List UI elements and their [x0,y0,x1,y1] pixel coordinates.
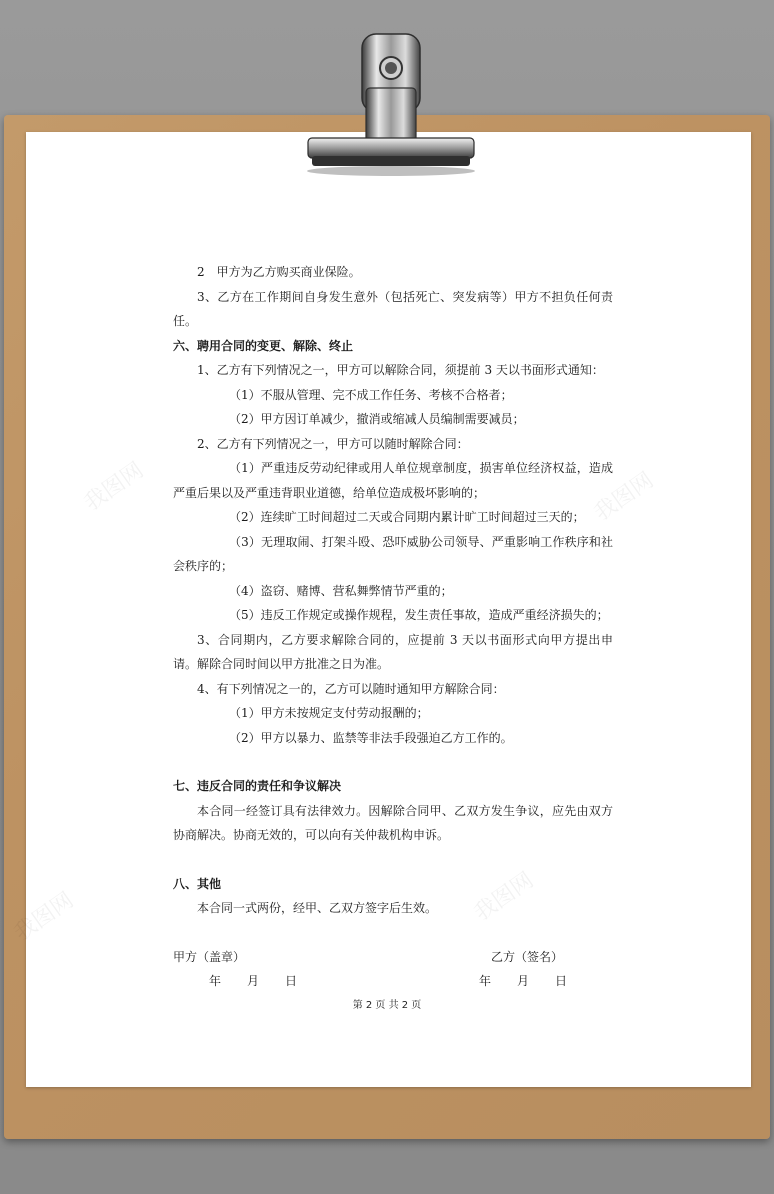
section-heading: 八、其他 [173,876,222,891]
party-b-date [479,969,593,994]
party-b-sign-label: 乙方（签名） [490,949,563,964]
month-label: 月 [247,974,260,988]
paragraph: 1、乙方有下列情况之一，甲方可以解除合同，须提前 3 天以书面形式通知： [197,363,604,377]
year-label: 年 [479,974,492,988]
section-heading: 七、违反合同的责任和争议解决 [173,779,342,793]
paragraph: （1）甲方未按规定支付劳动报酬的； [229,706,429,720]
paragraph: 3、乙方在工作期间自身发生意外（包括死亡、突发病等）甲方不担负任何责任。 [173,289,613,328]
party-a-date [209,969,323,994]
section-heading: 六、聘用合同的变更、解除、终止 [173,338,354,353]
page-number: 第 2 页 共 2 页 [352,1000,422,1011]
binder-clip-icon [306,28,476,178]
contract-body [173,260,613,994]
paragraph: （2）甲方以暴力、监禁等非法手段强迫乙方工作的。 [229,730,513,745]
paragraph: 3、合同期内，乙方要求解除合同的，应提前 3 天以书面形式向甲方提出申请。解除合同时间以甲方批准之日为准。 [173,632,613,671]
day-label: 日 [555,974,568,988]
paragraph-gap [173,750,613,774]
paragraph: 本合同一经签订具有法律效力。因解除合同甲、乙双方发生争议，应先由双方协商解决。协商无效的，可以向有关仲裁机构申诉。 [173,803,613,842]
year-label: 年 [209,974,222,988]
day-label: 日 [285,974,298,988]
party-a-seal-label: 甲方（盖章） [173,949,246,964]
paragraph: （2）连续旷工时间超过二天或合同期内累计旷工时间超过三天的； [229,510,585,524]
paragraph-gap [173,921,613,945]
paragraph: （5）违反工作规定或操作规程，发生责任事故，造成严重经济损失的； [229,608,609,622]
paragraph: 2 甲方为乙方购买商业保险。 [197,265,361,279]
signature-row [173,945,563,970]
paragraph: （1）不服从管理、完不成工作任务、考核不合格者； [229,387,513,402]
paragraph: （1）严重违反劳动纪律或用人单位规章制度，损害单位经济权益，造成严重后果以及严重违背职业道德，给单位造成极坏影响的； [173,461,613,500]
paragraph: （3）无理取闹、打架斗殴、恐吓威胁公司领导、严重影响工作秩序和社会秩序的； [173,534,613,573]
date-row [173,969,593,994]
paragraph: （4）盗窃、赌博、营私舞弊情节严重的； [229,583,453,598]
month-label: 月 [517,974,530,988]
paragraph: 2、乙方有下列情况之一，甲方可以随时解除合同： [197,436,469,451]
paragraph-gap [173,848,613,872]
paragraph: 4、有下列情况之一的，乙方可以随时通知甲方解除合同： [197,681,505,696]
paragraph: 本合同一式两份，经甲、乙双方签字后生效。 [197,901,438,915]
paragraph: （2）甲方因订单减少，撤消或缩减人员编制需要减员； [229,412,525,426]
